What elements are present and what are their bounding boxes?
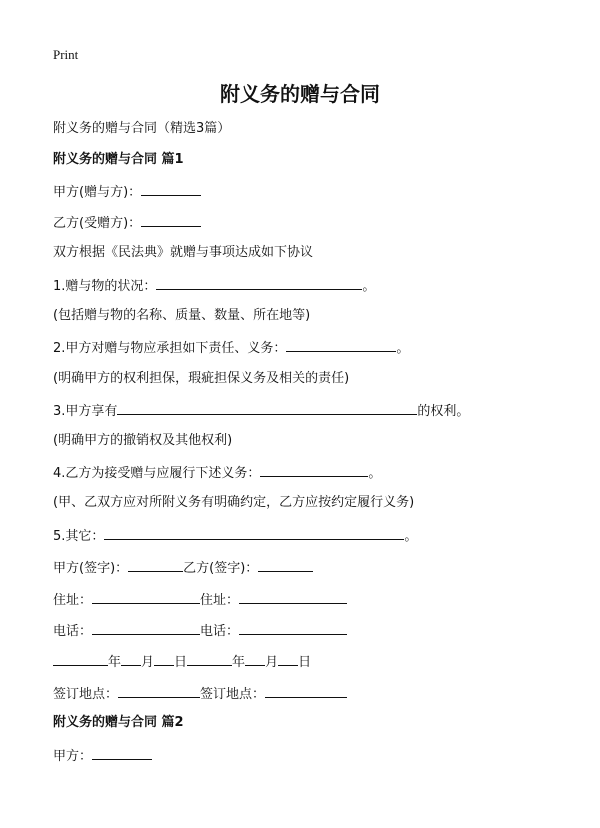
document-title: 附义务的赠与合同 xyxy=(220,82,380,106)
address-b-label: 住址： xyxy=(200,593,240,608)
party-a-line xyxy=(53,746,152,766)
item2-note: (明确甲方的权利担保，瑕疵担保义务及相关的责任) xyxy=(53,371,350,386)
item1-line xyxy=(53,276,375,296)
date-b-year: 年 xyxy=(232,655,246,670)
address-a-blank xyxy=(92,590,200,604)
item4-line xyxy=(53,463,381,483)
date-b-day-blank xyxy=(278,652,298,666)
date-a-day-blank xyxy=(154,652,174,666)
date-a-year: 年 xyxy=(108,655,122,670)
item1-end: 。 xyxy=(362,279,376,294)
item3-blank xyxy=(117,401,417,415)
item4-note: (甲、乙双方应对所附义务有明确约定，乙方应按约定履行义务) xyxy=(53,495,415,510)
place-a-blank xyxy=(118,684,200,698)
print-link[interactable]: Print xyxy=(53,47,79,62)
item5-end: 。 xyxy=(404,529,418,544)
item4-end: 。 xyxy=(368,466,382,481)
phone-a-blank xyxy=(92,621,200,635)
item5-line xyxy=(53,526,417,546)
place-a-label: 签订地点： xyxy=(53,687,119,702)
item3-note: (明确甲方的撤销权及其他权利) xyxy=(53,433,233,448)
address-a-label: 住址： xyxy=(53,593,93,608)
subtitle: 附义务的赠与合同（精选3篇） xyxy=(53,121,231,136)
item2-line xyxy=(53,338,409,358)
date-a-month: 月 xyxy=(141,655,155,670)
place-b-blank xyxy=(265,684,347,698)
item1-note: (包括赠与物的名称、质量、数量、所在地等) xyxy=(53,308,311,323)
place-line xyxy=(53,684,347,704)
item4-label: 4.乙方为接受赠与应履行下述义务： xyxy=(53,466,261,481)
party-a-donor-line xyxy=(53,182,201,202)
address-b-blank xyxy=(239,590,347,604)
item4-blank xyxy=(260,463,368,477)
date-line xyxy=(53,652,311,672)
phone-line xyxy=(53,621,347,641)
sign-a-blank xyxy=(128,558,183,572)
date-b-month-blank xyxy=(245,652,265,666)
sign-a-label: 甲方(签字)： xyxy=(53,561,129,576)
address-line xyxy=(53,590,347,610)
date-a-month-blank xyxy=(121,652,141,666)
section2-heading: 附义务的赠与合同 篇2 xyxy=(53,715,184,730)
date-a-day: 日 xyxy=(174,655,188,670)
party-b-donee-blank xyxy=(141,213,201,227)
party-b-donee-line xyxy=(53,213,201,233)
item2-label: 2.甲方对赠与物应承担如下责任、义务： xyxy=(53,341,287,356)
section1-heading: 附义务的赠与合同 篇1 xyxy=(53,152,184,167)
item3-label: 3.甲方享有 xyxy=(53,404,118,419)
sign-b-label: 乙方(签字)： xyxy=(183,561,259,576)
signature-line xyxy=(53,558,313,578)
date-b-month: 月 xyxy=(265,655,279,670)
date-b-day: 日 xyxy=(298,655,312,670)
party-a-label: 甲方： xyxy=(53,749,93,764)
item5-label: 5.其它： xyxy=(53,529,105,544)
date-a-year-blank xyxy=(53,652,108,666)
party-a-blank xyxy=(92,746,152,760)
item2-end: 。 xyxy=(396,341,410,356)
party-a-donor-blank xyxy=(141,182,201,196)
item2-blank xyxy=(286,338,396,352)
item3-end: 的权利。 xyxy=(417,404,470,419)
agreement-intro: 双方根据《民法典》就赠与事项达成如下协议 xyxy=(53,245,314,260)
phone-a-label: 电话： xyxy=(53,624,93,639)
sign-b-blank xyxy=(258,558,313,572)
party-b-donee-label: 乙方(受赠方)： xyxy=(53,216,142,231)
place-b-label: 签订地点： xyxy=(200,687,266,702)
item5-blank xyxy=(104,526,404,540)
phone-b-blank xyxy=(239,621,347,635)
item1-blank xyxy=(156,276,362,290)
item1-label: 1.赠与物的状况： xyxy=(53,279,157,294)
date-b-year-blank xyxy=(187,652,232,666)
phone-b-label: 电话： xyxy=(200,624,240,639)
item3-line xyxy=(53,401,469,421)
party-a-donor-label: 甲方(赠与方)： xyxy=(53,185,142,200)
